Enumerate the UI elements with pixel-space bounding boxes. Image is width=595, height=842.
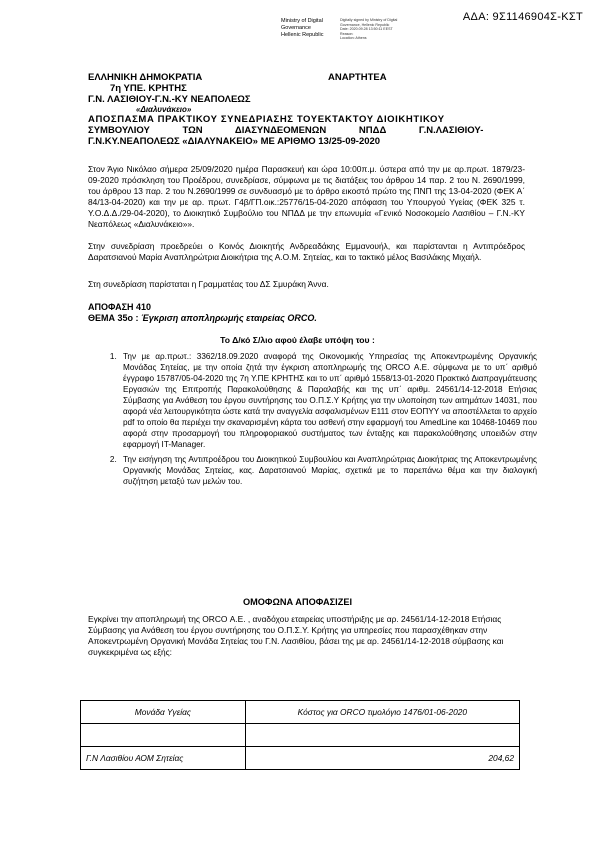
decision-block	[88, 302, 525, 324]
theme-label: ΘΕΜΑ 35ο :	[88, 313, 139, 323]
table-cell	[245, 724, 519, 747]
table-cell: Γ.Ν Λασιθίου ΑΟΜ Σητείας	[81, 747, 246, 770]
ada-code: ΑΔΑ: 9Σ1146904Σ-ΚΣΤ	[462, 11, 583, 23]
session-paragraph: Στον Άγιο Νικόλαο σήμερα 25/09/2020 ημέρα Παρασκευή και ώρα 10:00π.μ. ύστερα από την με αρ.πρωτ. 1879/23-09-2020 πρόσκληση του Προέδρου, συνεδρίασε, σύμφωνα με τις διατάξεις του άρθρου 14 παρ. 2 του Ν. 2690/1999, του άρθρου 13 παρ. 2 του Ν.2690/1999 σε συνδυασμό με το άρθρο εικοστό πρώτο της ΠΝΠ της 13-04-2020 (ΦΕΚ Α΄ 84/13-04-2020) και την με αρ. πρωτ. Γ4β/ΓΠ.οικ.:25776/15-04-2020 απόφαση του Υπουργού Υγείας (ΦΕΚ 325 τ. Υ.Ο.Δ.Δ./29-04-2020), το Διοικητικό Συμβούλιο του ΝΠΔΔ με την επωνυμία «Γενικό Νοσοκομείο Λασιθίου – Γ.Ν.-ΚΥ Νεαπόλεως «Διαλυνάκειο»».	[88, 164, 525, 229]
title-line: ΑΠΟΣΠΑΣΜΑ ΠΡΑΚΤΙΚΟΥ ΣΥΝΕΔΡΙΑΣΗΣ ΤΟΥΕΚΤΑΚΤΟΥ ΔΙΟΙΚΗΤΙΚΟΥ	[88, 114, 445, 125]
digital-signature-text	[340, 18, 435, 41]
title-line: Γ.Ν.ΚΥ.ΝΕΑΠΟΛΕΩΣ «ΔΙΑΛΥΝΑΚΕΙΟ» ΜΕ ΑΡΙΘΜΟ 13/25-09-2020	[88, 136, 381, 147]
signature-line: Digitally signed by Ministry of Digital	[340, 18, 398, 22]
signature-line: Governance, Hellenic Republic	[340, 22, 390, 27]
anartitea-label: ΑΝΑΡΤΗΤΕΑ	[328, 72, 387, 83]
republic-label: ΕΛΛΗΝΙΚΗ ΔΗΜΟΚΡΑΤΙΑ	[88, 72, 203, 83]
ministry-stamp-line: Governance	[281, 25, 311, 31]
unanimous-heading: ΟΜΟΦΩΝΑ ΑΠΟΦΑΣΙΖΕΙ	[242, 597, 353, 607]
signature-line: Location: Athens	[340, 36, 367, 41]
table-row	[81, 724, 520, 747]
signature-line: Date: 2020.09.28 13:50:11 EEST	[340, 27, 393, 32]
column-header: Μονάδα Υγείας	[81, 701, 246, 724]
decision-number: ΑΠΟΦΑΣΗ 410	[88, 302, 152, 312]
considerations-list	[107, 351, 537, 491]
secretary-paragraph: Στη συνεδρίαση παρίσταται η Γραμματέας του ΔΣ Σμυράκη Άννα.	[88, 279, 329, 289]
hospital-label: Γ.Ν. ΛΑΣΙΘΙΟΥ-Γ.Ν.-ΚΥ ΝΕΑΠΟΛΕΩΣ	[88, 94, 251, 105]
document-heading	[88, 72, 528, 147]
cost-table	[80, 700, 520, 770]
attendees-paragraph: Στην συνεδρίαση προεδρεύει ο Κοινός Διοικητής Ανδρεαδάκης Εμμανουήλ, και παρίστανται η Αντιπρόεδρος Δαρατσιανού Μαρία Αναπληρώτρια Διοικήτρια της Α.Ο.Μ. Σητείας, και το τακτικό μέλος Βασιλάκης Μιχαήλ.	[88, 241, 525, 262]
list-item: 1. Την με αρ.πρωτ.: 3362/18.09.2020 αναφορά της Οικονομικής Υπηρεσίας της Αποκεντρωμένης Οργανικής Μονάδας Σητείας, με την οποία ζητά την έγκριση αποπληρωμής της ORCO Α.Ε. σύμφωνα με το υπ΄ αριθμό έγγραφο 15787/05-04-2020 της 7η Υ.ΠΕ ΚΡΗΤΗΣ και το υπ΄ αριθμό 1558/13-01-2020 Πρακτικό Διαπραγμάτευσης Εργασιών της Επιτροπής Παρακολούθησης & Παραλαβής και της υπ΄ αριθμ. 24561/14-12-2018 Ετήσιας Σύμβασης για Ανάθεση του έργου συντήρησης του Ο.Π.Σ.Υ Κρήτης για την υλοποίηση των αιτημάτων 14031, που αφορά νέα λειτουργικότητα ώστε κατά την αναγγελία ασφαλισμένων Ε111 στον ΕΟΠΥΥ να αποστέλλεται το αρχείο pdf το οποίο θα περιέχει την σκαναρισμένη κάρτα του ασθενή στην εφαρμογή του AmedLine και 10468-10469 που αφορά στην προσαρμογή του πληροφοριακού συστήματος των ένταξης και παρακολούθησης υποειδών στην εφαρμογή IT-Manager.	[119, 351, 537, 450]
theme-text: Έγκριση αποπληρωμής εταιρείας ORCO.	[141, 313, 317, 323]
ministry-stamp-line: Hellenic Republic	[281, 32, 324, 38]
list-item: 2. Την εισήγηση της Αντιπροέδρου του Διοικητικού Συμβουλίου και Αναπληρώτριας Διοικήτριας της Αποκεντρωμένης Οργανικής Μονάδας Σητείας, κας. Δαρατσιανού Μαρίας, σχετικά με το παρεπάνω θέμα και την διαλογική συζήτηση μεταξύ των μελών του.	[119, 454, 537, 487]
ministry-stamp	[281, 18, 324, 39]
final-paragraph: Εγκρίνει την αποπληρωμή της ORCO Α.Ε. , αναδόχου εταιρείας υποστήριξης με αρ. 24561/14-12-2018 Ετήσιας Σύμβασης για Ανάθεση του έργου συντήρησης του Ο.Π.Σ.Υ. Κρήτης για υπηρεσίες που παρασχέθηκαν στην Αποκεντρωμένη Οργανική Μονάδα Σητείας του Γ.Ν. Λασιθίου, βάσει της με αρ. 24561/14-12-2018 σύμβασης και συγκεκριμένα ως εξής:	[88, 614, 504, 657]
column-header: Κόστος για ORCO τιμολόγιο 1476/01-06-2020	[245, 701, 519, 724]
title-line: ΣΥΜΒΟΥΛΙΟΥ ΤΩΝ ΔΙΑΣΥΝΔΕΟΜΕΝΩΝ ΝΠΔΔ Γ.Ν.ΛΑΣΙΘΙΟΥ-	[88, 125, 484, 136]
table-header-row	[81, 701, 520, 724]
heading-row-1	[88, 72, 528, 83]
ministry-stamp-line: Ministry of Digital	[281, 18, 323, 24]
table-cell: 204,62	[245, 747, 519, 770]
receipt-line: Το Δ/κό Σ/λιο αφού έλαβε υπόψη του :	[220, 335, 375, 345]
table-cell	[81, 724, 246, 747]
diadynakeio-label: «Διαλυνάκειο»	[136, 105, 192, 114]
decision-theme	[88, 313, 525, 324]
ype-label: 7η ΥΠΕ. ΚΡΗΤΗΣ	[110, 83, 187, 94]
signature-line: Reason:	[340, 31, 354, 36]
table-row	[81, 747, 520, 770]
